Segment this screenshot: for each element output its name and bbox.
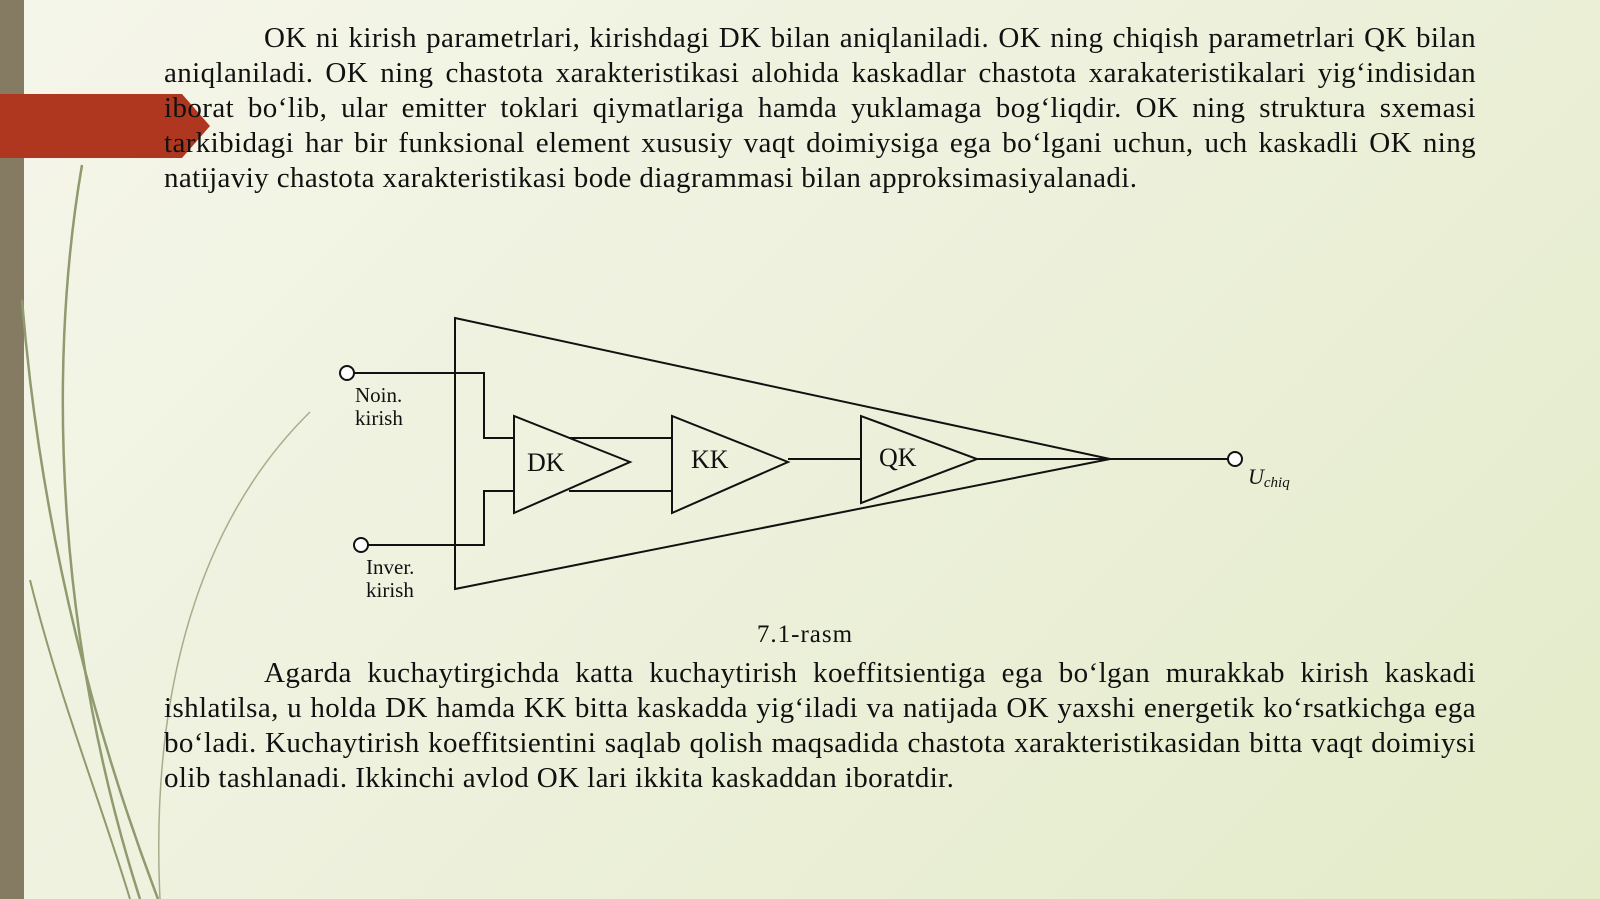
noninverting-input-label-1: Noin. (355, 383, 403, 407)
paragraph-2: Agarda kuchaytirgichda katta kuchaytirish koeffitsientiga ega bo‘lgan murakkab kirish kaskadi ishlatilsa, u holda DK hamda KK bitta kaskadda yig‘iladi va natijada OK yaxshi energetik ko‘rsatkichga ega bo‘ladi. Kuchaytirish koeffitsientini saqlab qolish maqsadida chastota xarakteristikasidan bitta vaqt doimiysi olib tashlanadi. Ikkinchi avlod OK lari ikkita kaskaddan iboratdir. (164, 657, 1476, 794)
paragraph-1: OK ni kirish parametrlari, kirishdagi DK bilan aniqlaniladi. OK ning chiqish parametrlari QK bilan aniqlaniladi. OK ning chastota xarakteristikasi alohida kaskadlar chastota xarakateristikalari yig‘indisidan iborat bo‘lib, ular emitter toklari qiymatlariga hamda yuklamaga bog‘liqdir. OK ning struktura sxemasi tarkibidagi har bir funksional element xususiy vaqt doimiysiga ega bo‘lgani uchun, uch kaskadli OK ning natijaviy chastota xarakteristikasi bode diagrammasi bilan approksimasiyalanadi. (164, 22, 1476, 194)
output-label (1248, 464, 1290, 491)
kk-block-label: KK (691, 445, 729, 474)
noninverting-input-terminal (340, 366, 354, 380)
qk-block-label: QK (879, 443, 917, 472)
output-label-main: U (1248, 464, 1264, 489)
output-label-subscript: chiq (1263, 475, 1290, 491)
output-terminal (1228, 452, 1242, 466)
kk-block (672, 416, 788, 513)
inverting-input-label-2: kirish (366, 578, 414, 600)
inverting-input-terminal (354, 538, 368, 552)
dk-block-label: DK (527, 448, 565, 477)
figure-caption: 7.1-rasm (756, 621, 854, 648)
opamp-structure-diagram (330, 310, 1310, 600)
noninverting-input-label-2: kirish (355, 406, 403, 430)
inverting-input-label-1: Inver. (366, 555, 415, 579)
